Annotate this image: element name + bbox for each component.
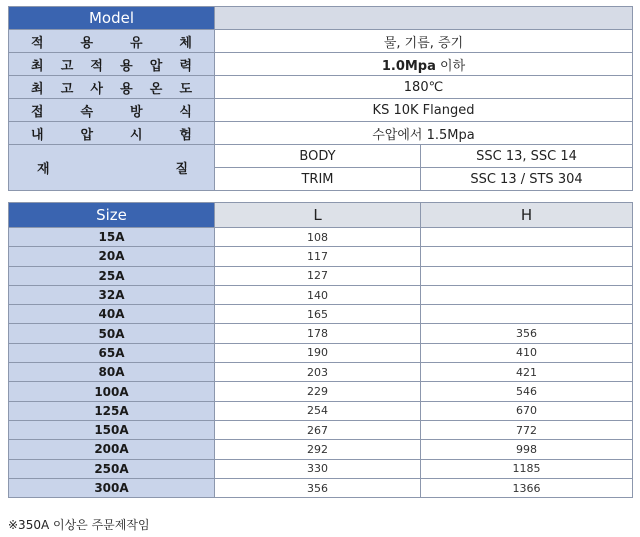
pressure-suffix: 이하 xyxy=(435,58,466,74)
size-header: Size xyxy=(9,203,215,228)
spec-label-fluid xyxy=(9,30,215,53)
size-cell: 150A xyxy=(9,420,215,439)
label-char: 최 xyxy=(31,58,44,74)
size-cell: 50A xyxy=(9,324,215,343)
material-part-body: BODY xyxy=(215,145,421,168)
material-part-trim: TRIM xyxy=(215,168,421,191)
table-row xyxy=(9,363,633,382)
l-cell: 267 xyxy=(215,420,421,439)
spec-sheet xyxy=(8,6,632,498)
label-chars xyxy=(9,158,214,177)
spec-row-fluid xyxy=(9,30,633,53)
l-cell: 127 xyxy=(215,266,421,285)
h-cell: 1185 xyxy=(421,459,633,478)
label-char: 압 xyxy=(149,58,163,74)
dimension-rows xyxy=(9,228,633,498)
label-char: 시 xyxy=(129,127,143,143)
spec-row-pressure-test xyxy=(9,122,633,145)
label-char: 사 xyxy=(90,81,103,97)
label-char: 접 xyxy=(31,104,44,120)
h-cell xyxy=(421,285,633,304)
label-chars xyxy=(9,32,214,51)
l-cell: 108 xyxy=(215,228,421,247)
table-row xyxy=(9,305,633,324)
spec-value-fluid: 물, 기름, 증기 xyxy=(215,30,633,53)
size-cell: 25A xyxy=(9,266,215,285)
h-cell xyxy=(421,247,633,266)
spec-table xyxy=(8,6,633,191)
label-char: 고 xyxy=(60,81,74,97)
material-spec-body: SSC 13, SSC 14 xyxy=(421,145,633,168)
dimension-header-row xyxy=(9,203,633,228)
spec-value-max-temp: 180℃ xyxy=(215,76,633,99)
h-cell: 998 xyxy=(421,440,633,459)
label-char: 용 xyxy=(120,81,133,97)
l-cell: 292 xyxy=(215,440,421,459)
size-cell: 250A xyxy=(9,459,215,478)
h-cell: 670 xyxy=(421,401,633,420)
table-row xyxy=(9,401,633,420)
label-char: 방 xyxy=(129,104,143,120)
material-spec-trim: SSC 13 / STS 304 xyxy=(421,168,633,191)
spec-label-pressure-test xyxy=(9,122,215,145)
label-char: 적 xyxy=(90,58,103,74)
label-char: 고 xyxy=(60,58,74,74)
l-cell: 356 xyxy=(215,478,421,497)
label-char: 도 xyxy=(179,81,192,97)
label-char: 유 xyxy=(129,35,143,51)
l-cell: 203 xyxy=(215,363,421,382)
label-char: 온 xyxy=(149,81,163,97)
l-header: L xyxy=(215,203,421,228)
spec-row-connection xyxy=(9,99,633,122)
label-char: 식 xyxy=(179,104,192,120)
size-cell: 80A xyxy=(9,363,215,382)
spec-label-max-pressure xyxy=(9,53,215,76)
spec-value-max-pressure xyxy=(215,53,633,76)
l-cell: 254 xyxy=(215,401,421,420)
h-cell xyxy=(421,266,633,285)
h-cell: 410 xyxy=(421,343,633,362)
label-char: 내 xyxy=(31,127,44,143)
size-cell: 65A xyxy=(9,343,215,362)
l-cell: 140 xyxy=(215,285,421,304)
label-char: 최 xyxy=(31,81,44,97)
pressure-value: 1.0Mpa xyxy=(381,58,436,74)
size-cell: 32A xyxy=(9,285,215,304)
size-cell: 40A xyxy=(9,305,215,324)
table-row xyxy=(9,324,633,343)
size-cell: 125A xyxy=(9,401,215,420)
spec-row-max-pressure xyxy=(9,53,633,76)
label-char: 재 xyxy=(37,162,50,177)
label-chars xyxy=(9,101,214,120)
h-cell: 1366 xyxy=(421,478,633,497)
spec-label-connection xyxy=(9,99,215,122)
spec-label-material xyxy=(9,145,215,191)
model-header: Model xyxy=(9,7,215,30)
label-char: 용 xyxy=(120,58,133,74)
table-row xyxy=(9,382,633,401)
spec-row-max-temp xyxy=(9,76,633,99)
model-row xyxy=(9,7,633,30)
label-char: 용 xyxy=(80,35,94,51)
h-cell: 356 xyxy=(421,324,633,343)
label-chars xyxy=(9,55,214,74)
size-cell: 15A xyxy=(9,228,215,247)
l-cell: 117 xyxy=(215,247,421,266)
spec-value-connection: KS 10K Flanged xyxy=(215,99,633,122)
h-header: H xyxy=(421,203,633,228)
label-char: 압 xyxy=(80,127,94,143)
label-char: 체 xyxy=(179,35,192,51)
model-value xyxy=(215,7,633,30)
size-cell: 20A xyxy=(9,247,215,266)
l-cell: 190 xyxy=(215,343,421,362)
label-char: 속 xyxy=(80,104,94,120)
h-cell xyxy=(421,228,633,247)
spec-label-max-temp xyxy=(9,76,215,99)
l-cell: 330 xyxy=(215,459,421,478)
table-row xyxy=(9,247,633,266)
l-cell: 165 xyxy=(215,305,421,324)
label-chars xyxy=(9,124,214,143)
table-row xyxy=(9,285,633,304)
h-cell xyxy=(421,305,633,324)
table-row xyxy=(9,266,633,285)
size-cell: 100A xyxy=(9,382,215,401)
label-char: 질 xyxy=(175,162,188,177)
l-cell: 178 xyxy=(215,324,421,343)
table-row xyxy=(9,420,633,439)
dimension-table xyxy=(8,202,633,498)
table-row xyxy=(9,228,633,247)
table-row xyxy=(9,459,633,478)
label-char: 적 xyxy=(31,35,44,51)
h-cell: 772 xyxy=(421,420,633,439)
size-cell: 300A xyxy=(9,478,215,497)
size-cell: 200A xyxy=(9,440,215,459)
l-cell: 229 xyxy=(215,382,421,401)
spec-value-pressure-test: 수압에서 1.5Mpa xyxy=(215,122,633,145)
table-row xyxy=(9,440,633,459)
label-chars xyxy=(9,78,214,97)
h-cell: 421 xyxy=(421,363,633,382)
table-row xyxy=(9,478,633,497)
label-char: 력 xyxy=(179,58,192,74)
footnote: ※350A 이상은 주문제작임 xyxy=(8,518,150,532)
table-row xyxy=(9,343,633,362)
label-char: 험 xyxy=(179,127,192,143)
spec-row-material-body xyxy=(9,145,633,168)
h-cell: 546 xyxy=(421,382,633,401)
